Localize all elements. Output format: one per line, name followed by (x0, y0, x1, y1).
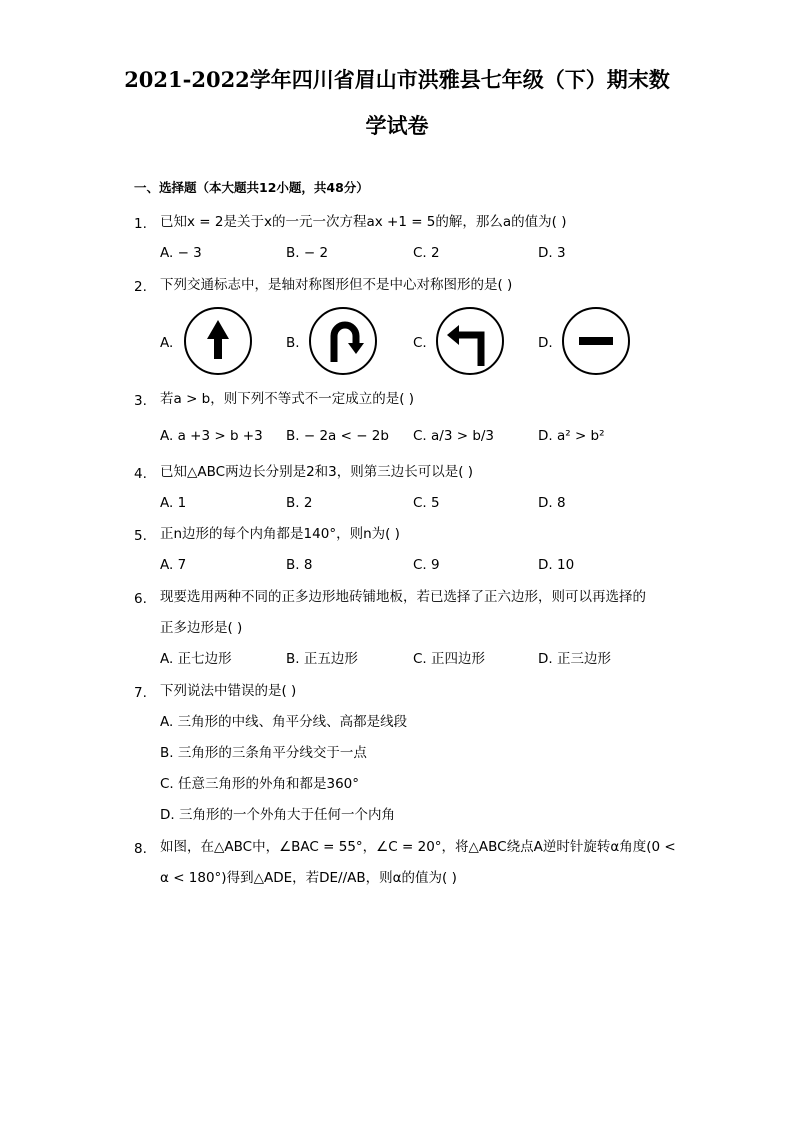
option-c: C. 正四边形 (413, 651, 486, 667)
option-d: D. 三角形的一个外角大于任何一个内角 (160, 807, 395, 823)
option-a: A. (160, 335, 174, 351)
question-text-line-1: 现要选用两种不同的正多边形地砖铺地板，若已选择了正六边形，则可以再选择的 (160, 589, 646, 605)
section-heading: 一、选择题（本大题共12小题，共48分） (134, 180, 369, 195)
option-b: B. − 2 (286, 245, 329, 261)
option-d: D. a² > b² (538, 428, 605, 444)
page-title-line-2: 学试卷 (365, 113, 429, 138)
option-c: C. a/3 > b/3 (413, 428, 495, 444)
option-a: A. − 3 (160, 245, 202, 261)
question-text-line-2: 正多边形是( ) (160, 620, 243, 636)
page-title-line-1: 2021-2022学年四川省眉山市洪雅县七年级（下）期末数 (124, 67, 670, 92)
question-text: 已知x = 2是关于x的一元一次方程ax +1 = 5的解，那么a的值为( ) (160, 214, 567, 230)
question-text: 正n边形的每个内角都是140°，则n为( ) (160, 526, 400, 542)
option-d: D. 10 (538, 557, 575, 573)
question-text: 下列交通标志中，是轴对称图形但不是中心对称图形的是( ) (160, 277, 513, 293)
option-a: A. 7 (160, 557, 187, 573)
option-b: B. 三角形的三条角平分线交于一点 (160, 745, 367, 761)
option-d: D. 3 (538, 245, 566, 261)
option-b: B. 2 (286, 495, 313, 511)
question-text-line-2: α < 180°)得到△ADE，若DE//AB，则α的值为( ) (160, 870, 457, 886)
option-a: A. a +3 > b +3 (160, 428, 263, 444)
option-d: D. 正三边形 (538, 651, 611, 667)
question-number: 4. (134, 466, 147, 482)
question-text: 已知△ABC两边长分别是2和3，则第三边长可以是( ) (160, 464, 474, 480)
option-b: B. − 2a < − 2b (286, 428, 389, 444)
option-b: B. 8 (286, 557, 313, 573)
option-c: C. 9 (413, 557, 440, 573)
option-a: A. 1 (160, 495, 187, 511)
option-b: B. (286, 335, 300, 351)
option-a: A. 三角形的中线、角平分线、高都是线段 (160, 714, 408, 730)
option-c: C. (413, 335, 427, 351)
u-turn-sign-icon (308, 306, 378, 376)
question-number: 5. (134, 528, 147, 544)
no-entry-bar-sign-icon (561, 306, 631, 376)
question-text: 下列说法中错误的是( ) (160, 683, 297, 699)
question-number: 2. (134, 279, 147, 295)
up-arrow-sign-icon (183, 306, 253, 376)
question-number: 8. (134, 841, 147, 857)
option-b: B. 正五边形 (286, 651, 358, 667)
option-a: A. 正七边形 (160, 651, 232, 667)
option-c: C. 2 (413, 245, 440, 261)
option-c: C. 5 (413, 495, 440, 511)
option-d: D. 8 (538, 495, 566, 511)
question-text: 若a > b，则下列不等式不一定成立的是( ) (160, 391, 415, 407)
question-number: 6. (134, 591, 147, 607)
option-c: C. 任意三角形的外角和都是360° (160, 776, 360, 792)
option-d: D. (538, 335, 553, 351)
question-number: 1. (134, 216, 147, 232)
question-number: 7. (134, 685, 147, 701)
question-text-line-1: 如图，在△ABC中，∠BAC = 55°，∠C = 20°，将△ABC绕点A逆时针旋转α角度(0 < (160, 839, 676, 855)
question-number: 3. (134, 393, 147, 409)
left-turn-sign-icon (435, 306, 505, 376)
